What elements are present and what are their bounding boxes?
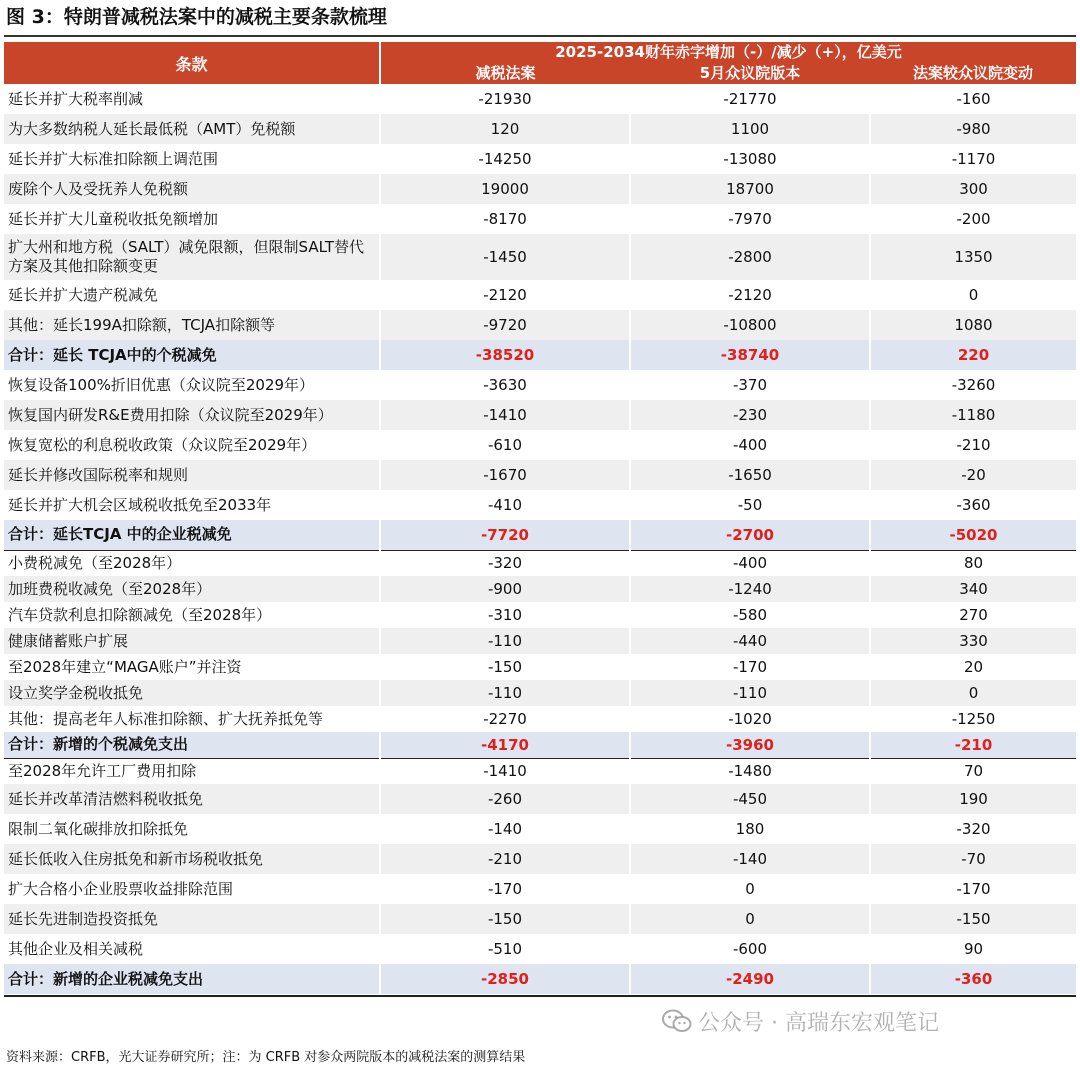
table-row [4, 460, 1076, 490]
table-row-total [4, 520, 1076, 550]
value-change: -5020 [870, 520, 1076, 550]
value-bill: -110 [380, 628, 630, 654]
table-row [4, 602, 1076, 628]
value-house: -400 [630, 430, 870, 460]
table-row-total [4, 964, 1076, 994]
value-change: 20 [870, 654, 1076, 680]
value-house: -2490 [630, 964, 870, 994]
value-house: -10800 [630, 310, 870, 340]
table-row [4, 430, 1076, 460]
value-house: -400 [630, 550, 870, 576]
value-house: 180 [630, 814, 870, 844]
value-house: -21770 [630, 84, 870, 114]
value-change: -160 [870, 84, 1076, 114]
value-bill: -170 [380, 874, 630, 904]
table-row [4, 844, 1076, 874]
value-change: -210 [870, 732, 1076, 758]
value-change: -20 [870, 460, 1076, 490]
provision-label: 延长低收入住房抵免和新市场税收抵免 [4, 844, 380, 874]
tax-provisions-table [4, 42, 1076, 994]
value-house: -1020 [630, 706, 870, 732]
value-house: -3960 [630, 732, 870, 758]
value-change: 340 [870, 576, 1076, 602]
table-row [4, 550, 1076, 576]
value-change: 300 [870, 174, 1076, 204]
table-row [4, 400, 1076, 430]
provision-label: 合计：新增的企业税减免支出 [4, 964, 380, 994]
value-change: 1350 [870, 234, 1076, 280]
provision-label: 恢复宽松的利息税收政策（众议院至2029年） [4, 430, 380, 460]
value-change: -360 [870, 490, 1076, 520]
table-row [4, 904, 1076, 934]
value-change: 220 [870, 340, 1076, 370]
value-bill: -510 [380, 934, 630, 964]
value-house: -2120 [630, 280, 870, 310]
table-row [4, 204, 1076, 234]
value-house: -50 [630, 490, 870, 520]
value-bill: -3630 [380, 370, 630, 400]
table-row [4, 654, 1076, 680]
provision-label: 合计：延长TCJA 中的企业税减免 [4, 520, 380, 550]
value-change: -200 [870, 204, 1076, 234]
value-bill: -2120 [380, 280, 630, 310]
table-row [4, 934, 1076, 964]
header-span: 2025-2034财年赤字增加（-）/减少（+），亿美元 [380, 42, 1076, 62]
table-row [4, 144, 1076, 174]
value-bill: -110 [380, 680, 630, 706]
value-house: -1480 [630, 758, 870, 784]
wechat-icon [662, 1008, 692, 1040]
value-house: -370 [630, 370, 870, 400]
value-change: 1080 [870, 310, 1076, 340]
header-row-top [4, 42, 1076, 62]
value-bill: -4170 [380, 732, 630, 758]
value-bill: -21930 [380, 84, 630, 114]
value-change: 80 [870, 550, 1076, 576]
table-row [4, 706, 1076, 732]
value-bill: -150 [380, 904, 630, 934]
header-col-bill: 减税法案 [380, 62, 630, 84]
value-bill: -900 [380, 576, 630, 602]
value-bill: -310 [380, 602, 630, 628]
provision-label: 延长并扩大税率削减 [4, 84, 380, 114]
value-house: -230 [630, 400, 870, 430]
value-bill: -2850 [380, 964, 630, 994]
value-change: 0 [870, 680, 1076, 706]
table-row [4, 370, 1076, 400]
title-divider [4, 35, 1076, 37]
value-house: -450 [630, 784, 870, 814]
provision-label: 小费税减免（至2028年） [4, 550, 380, 576]
value-bill: -2270 [380, 706, 630, 732]
value-bill: -9720 [380, 310, 630, 340]
provision-label: 延长并扩大机会区域税收抵免至2033年 [4, 490, 380, 520]
value-bill: -8170 [380, 204, 630, 234]
value-change: 330 [870, 628, 1076, 654]
provision-label: 为大多数纳税人延长最低税（AMT）免税额 [4, 114, 380, 144]
value-bill: 19000 [380, 174, 630, 204]
provision-label: 至2028年允许工厂费用扣除 [4, 758, 380, 784]
watermark-text: 公众号 · 高瑞东宏观笔记 [698, 1011, 939, 1036]
table-row-total [4, 732, 1076, 758]
value-change: -150 [870, 904, 1076, 934]
provision-label: 延长并扩大遗产税减免 [4, 280, 380, 310]
value-house: -170 [630, 654, 870, 680]
value-change: -1250 [870, 706, 1076, 732]
provision-label: 合计：新增的个税减免支出 [4, 732, 380, 758]
value-house: -2800 [630, 234, 870, 280]
provision-label: 扩大州和地方税（SALT）减免限额，但限制SALT替代方案及其他扣除额变更 [4, 234, 380, 280]
table-row [4, 490, 1076, 520]
value-house: -38740 [630, 340, 870, 370]
provision-label: 至2028年建立“MAGA账户”并注资 [4, 654, 380, 680]
value-house: -13080 [630, 144, 870, 174]
table-row [4, 874, 1076, 904]
value-change: -3260 [870, 370, 1076, 400]
source-note: 资料来源：CRFB，光大证券研究所；注：为 CRFB 对参众两院版本的减税法案的测算结果 [6, 1050, 526, 1065]
value-change: -70 [870, 844, 1076, 874]
value-bill: -140 [380, 814, 630, 844]
value-house: 0 [630, 874, 870, 904]
table-row [4, 680, 1076, 706]
table-bottom-rule [4, 995, 1076, 997]
value-bill: -1410 [380, 400, 630, 430]
value-change: -980 [870, 114, 1076, 144]
value-change: 70 [870, 758, 1076, 784]
value-bill: -410 [380, 490, 630, 520]
value-house: -600 [630, 934, 870, 964]
value-house: -110 [630, 680, 870, 706]
value-change: -210 [870, 430, 1076, 460]
value-bill: -1450 [380, 234, 630, 280]
provision-label: 恢复国内研发R&E费用扣除（众议院至2029年） [4, 400, 380, 430]
table-row [4, 784, 1076, 814]
provision-label: 扩大合格小企业股票收益排除范围 [4, 874, 380, 904]
provision-label: 延长并修改国际税率和规则 [4, 460, 380, 490]
value-house: -7970 [630, 204, 870, 234]
value-house: -580 [630, 602, 870, 628]
provision-label: 废除个人及受抚养人免税额 [4, 174, 380, 204]
provision-label: 设立奖学金税收抵免 [4, 680, 380, 706]
value-bill: -320 [380, 550, 630, 576]
value-bill: -260 [380, 784, 630, 814]
value-bill: -210 [380, 844, 630, 874]
value-bill: -610 [380, 430, 630, 460]
value-house: -1650 [630, 460, 870, 490]
value-bill: -38520 [380, 340, 630, 370]
value-bill: -1670 [380, 460, 630, 490]
table-row [4, 84, 1076, 114]
provision-label: 其他：提高老年人标准扣除额、扩大抚养抵免等 [4, 706, 380, 732]
provision-label: 汽车贷款利息扣除额减免（至2028年） [4, 602, 380, 628]
provision-label: 合计：延长 TCJA中的个税减免 [4, 340, 380, 370]
value-change: -1180 [870, 400, 1076, 430]
value-bill: 120 [380, 114, 630, 144]
figure-title: 图 3：特朗普减税法案中的减税主要条款梳理 [6, 6, 387, 28]
value-house: -2700 [630, 520, 870, 550]
value-house: 1100 [630, 114, 870, 144]
header-category: 条款 [4, 42, 380, 84]
table-row [4, 814, 1076, 844]
provision-label: 延长并扩大儿童税收抵免额增加 [4, 204, 380, 234]
value-house: 0 [630, 904, 870, 934]
value-bill: -14250 [380, 144, 630, 174]
header-col-house: 5月众议院版本 [630, 62, 870, 84]
value-house: 18700 [630, 174, 870, 204]
value-change: 90 [870, 934, 1076, 964]
value-house: -1240 [630, 576, 870, 602]
table-row [4, 114, 1076, 144]
provision-label: 延长并扩大标准扣除额上调范围 [4, 144, 380, 174]
provision-label: 限制二氧化碳排放扣除抵免 [4, 814, 380, 844]
header-col-change: 法案较众议院变动 [870, 62, 1076, 84]
value-house: -440 [630, 628, 870, 654]
table-row-total [4, 340, 1076, 370]
table-row [4, 628, 1076, 654]
table-row [4, 234, 1076, 280]
table-row [4, 758, 1076, 784]
table-row [4, 280, 1076, 310]
value-change: 270 [870, 602, 1076, 628]
value-bill: -150 [380, 654, 630, 680]
value-change: -320 [870, 814, 1076, 844]
table-row [4, 174, 1076, 204]
watermark [662, 1006, 939, 1040]
provision-label: 恢复设备100%折旧优惠（众议院至2029年） [4, 370, 380, 400]
value-bill: -7720 [380, 520, 630, 550]
value-house: -140 [630, 844, 870, 874]
provision-label: 延长并改革清洁燃料税收抵免 [4, 784, 380, 814]
provision-label: 健康储蓄账户扩展 [4, 628, 380, 654]
provision-label: 加班费税收减免（至2028年） [4, 576, 380, 602]
provision-label: 延长先进制造投资抵免 [4, 904, 380, 934]
value-bill: -1410 [380, 758, 630, 784]
value-change: 190 [870, 784, 1076, 814]
value-change: 0 [870, 280, 1076, 310]
table-row [4, 310, 1076, 340]
provision-label: 其他企业及相关减税 [4, 934, 380, 964]
table-row [4, 576, 1076, 602]
value-change: -360 [870, 964, 1076, 994]
value-change: -170 [870, 874, 1076, 904]
provision-label: 其他：延长199A扣除额，TCJA扣除额等 [4, 310, 380, 340]
value-change: -1170 [870, 144, 1076, 174]
